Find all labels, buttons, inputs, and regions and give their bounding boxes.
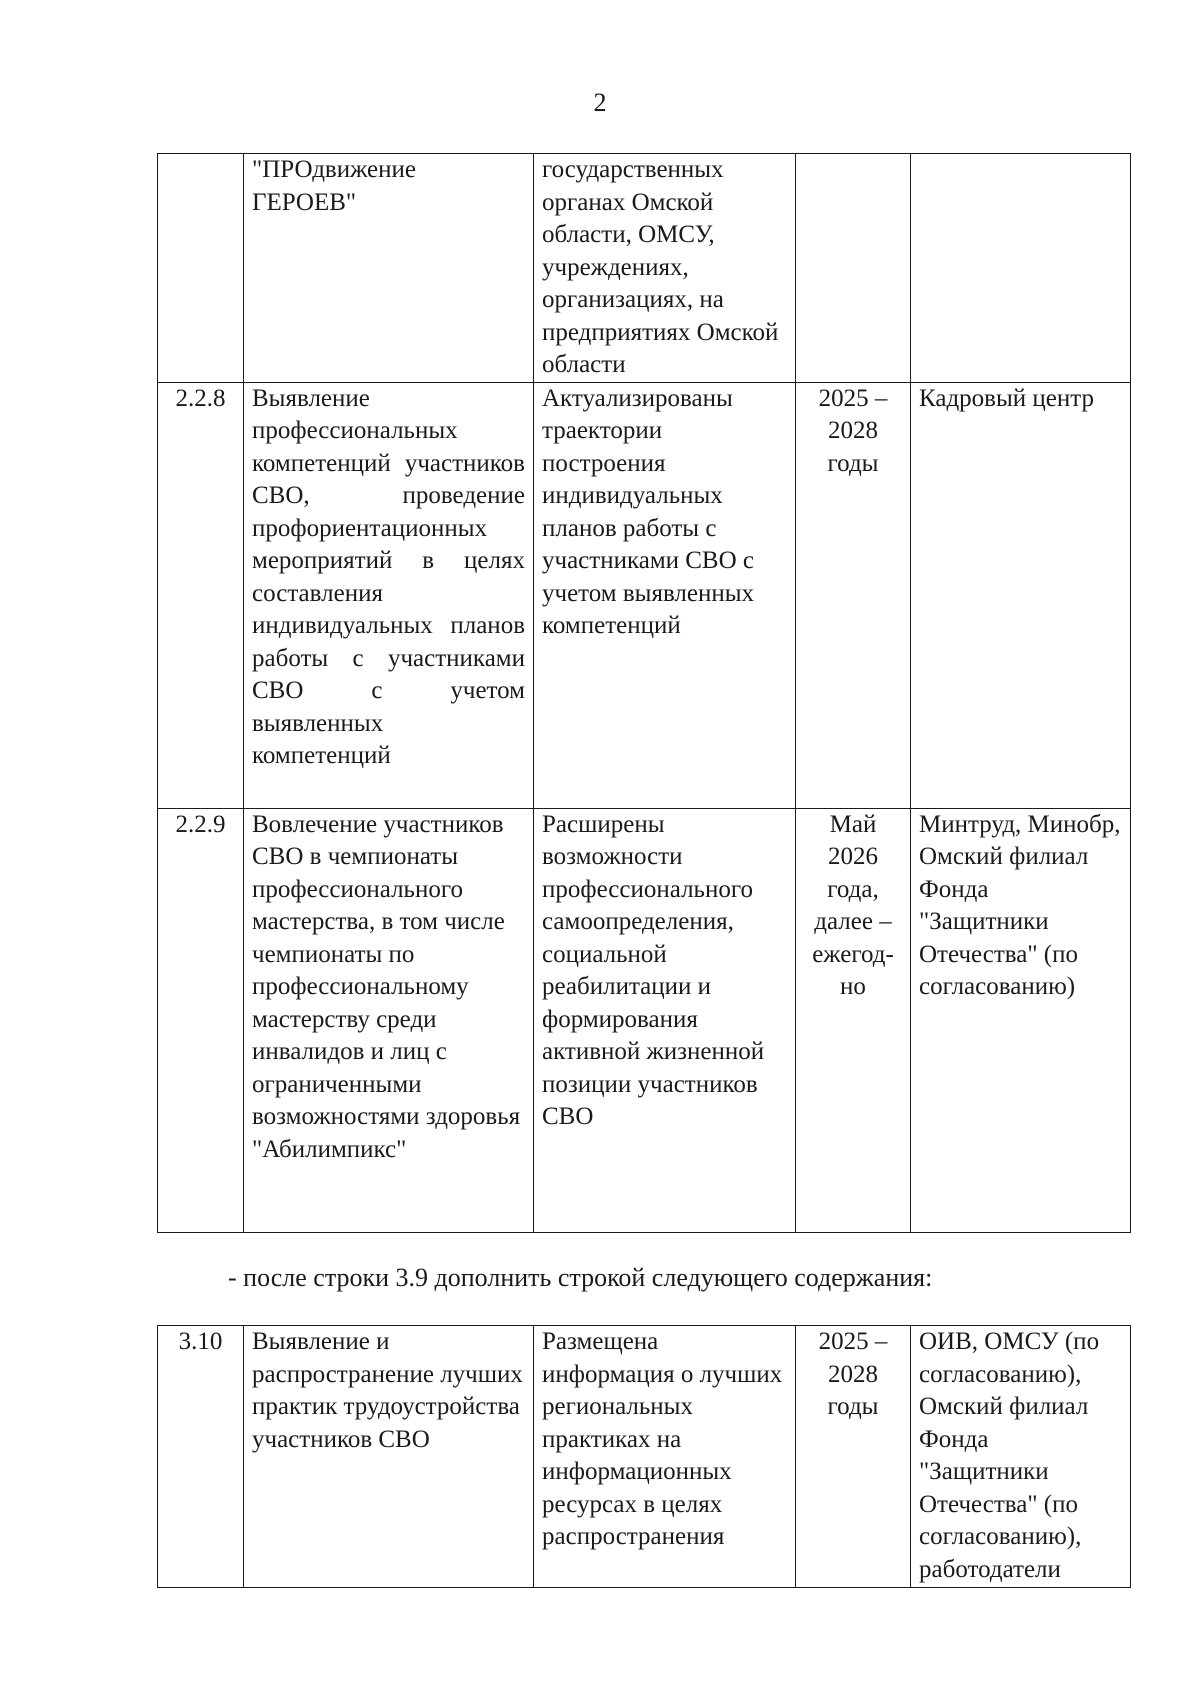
table-row bbox=[158, 1326, 1131, 1588]
row-number: 2.2.9 bbox=[158, 808, 244, 1232]
event-cell: Вовлечение участников СВО в чемпионаты профессионального мастерства, в том числе чемпионаты по профессиональному мастерству среди инвалидов и лиц с ограниченными возможностями здоровья "Абилимпикс" bbox=[244, 808, 534, 1232]
row-number: 3.10 bbox=[158, 1326, 244, 1588]
result-cell: Расширены возможности профессионального самоопределения, социальной реабилитации и формирования активной жизненной позиции участников СВО bbox=[534, 808, 796, 1232]
amendment-note: - после строки 3.9 дополнить строкой следующего содержания: bbox=[228, 1263, 933, 1292]
term-cell: 2025 – 2028 годы bbox=[796, 382, 911, 808]
table-row bbox=[158, 154, 1131, 383]
result-cell: государственных органах Омской области, ОМСУ, учреждениях, организациях, на предприятиях Омской области bbox=[534, 154, 796, 383]
result-cell: Размещена информация о лучших региональных практиках на информационных ресурсах в целях распространения bbox=[534, 1326, 796, 1588]
event-cell: "ПРОдвижение ГЕРОЕВ" bbox=[244, 154, 534, 383]
page-number: 2 bbox=[593, 88, 607, 117]
row-number bbox=[158, 154, 244, 383]
table-row bbox=[158, 382, 1131, 808]
term-cell: Май 2026 года, далее – ежегодно bbox=[796, 808, 911, 1232]
term-cell bbox=[796, 154, 911, 383]
responsible-cell: ОИВ, ОМСУ (по согласованию), Омский филиал Фонда "Защитники Отечества" (по согласованию), работодатели bbox=[911, 1326, 1131, 1588]
responsible-cell: Кадровый центр bbox=[911, 382, 1131, 808]
plan-table-continuation bbox=[157, 153, 1131, 1233]
event-cell: Выявление и распространение лучших практик трудоустройства участников СВО bbox=[244, 1326, 534, 1588]
event-cell: Выявление профессиональных компетенций участников СВО, проведение профориентационных мероприятий в целях составления индивидуальных планов работы с участниками СВО с учетом выявленных компетенций bbox=[244, 382, 534, 808]
term-cell: 2025 – 2028 годы bbox=[796, 1326, 911, 1588]
result-cell: Актуализированы траектории построения индивидуальных планов работы с участниками СВО с учетом выявленных компетенций bbox=[534, 382, 796, 808]
responsible-cell bbox=[911, 154, 1131, 383]
responsible-cell: Минтруд, Минобр, Омский филиал Фонда "Защитники Отечества" (по согласованию) bbox=[911, 808, 1131, 1232]
row-number: 2.2.8 bbox=[158, 382, 244, 808]
table-row bbox=[158, 808, 1131, 1232]
plan-table-addition bbox=[157, 1325, 1131, 1588]
